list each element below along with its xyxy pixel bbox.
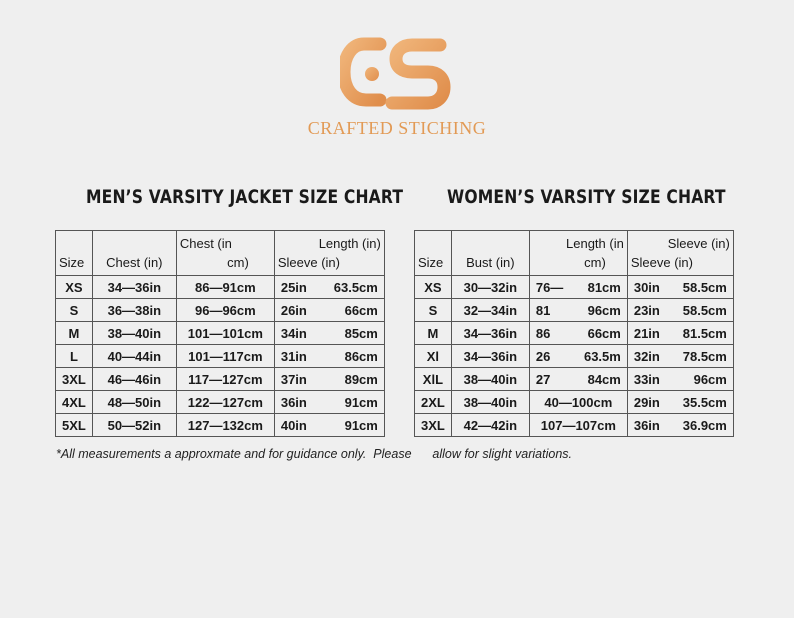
length-sleeve-cell: 40in 91cm [274,414,384,437]
sleeve-cell: 36in 36.9cm [627,414,733,437]
header-chest: Chest (in) [92,231,176,276]
length-sleeve-cell: 25in 63.5cm [274,276,384,299]
size-cell: XlL [415,368,452,391]
chest-cell: 48—50in [92,391,176,414]
chest-cell: 34—36in [92,276,176,299]
bust-cell: 38—40in [451,391,529,414]
table-row [56,322,385,345]
size-cell: 5XL [56,414,93,437]
table-row [56,368,385,391]
table-row [56,345,385,368]
length-cell: 27 84cm [529,368,627,391]
length-sleeve-cell: 31in 86cm [274,345,384,368]
table-row [415,368,734,391]
chest-cm-cell: 101—117cm [176,345,274,368]
size-cell: M [56,322,93,345]
header-length-sleeve: Length (in) Sleeve (in) [274,231,384,276]
chest-cm-cell: 101—101cm [176,322,274,345]
table-row [415,276,734,299]
men-chart-title: MEN’S VARSITY JACKET SIZE CHART [86,186,404,208]
table-row [56,391,385,414]
sleeve-cell: 32in 78.5cm [627,345,733,368]
chest-cm-cell: 117—127cm [176,368,274,391]
chest-cell: 40—44in [92,345,176,368]
length-sleeve-cell: 34in 85cm [274,322,384,345]
bust-cell: 38—40in [451,368,529,391]
header-chest-cm: Chest (in cm) [176,231,274,276]
size-cell: S [56,299,93,322]
table-row [415,345,734,368]
chest-cm-cell: 86—91cm [176,276,274,299]
size-cell: 3XL [415,414,452,437]
disclaimer-note: *All measurements a approxmate and for guidance only. Please allow for slight variations. [56,447,573,461]
size-cell: 3XL [56,368,93,391]
women-size-table [414,230,734,437]
length-cell: 81 96cm [529,299,627,322]
header-size: Size [415,231,452,276]
header-sleeve: Sleeve (in) Sleeve (in) [627,231,733,276]
chest-cell: 50—52in [92,414,176,437]
size-cell: Xl [415,345,452,368]
size-cell: 2XL [415,391,452,414]
chest-cm-cell: 122—127cm [176,391,274,414]
length-cell: 40—100cm [529,391,627,414]
table-row [415,299,734,322]
header-length: Length (in cm) [529,231,627,276]
header-bust: Bust (in) [451,231,529,276]
sleeve-cell: 33in 96cm [627,368,733,391]
brand-logo-icon [340,36,452,116]
size-cell: M [415,322,452,345]
bust-cell: 34—36in [451,345,529,368]
sleeve-cell: 29in 35.5cm [627,391,733,414]
sleeve-cell: 23in 58.5cm [627,299,733,322]
brand-name: CRAFTED STICHING [307,118,487,138]
length-cell: 26 63.5m [529,345,627,368]
length-cell: 86 66cm [529,322,627,345]
header-size: Size [56,231,93,276]
table-row [56,276,385,299]
size-cell: XS [415,276,452,299]
size-cell: 4XL [56,391,93,414]
chest-cell: 36—38in [92,299,176,322]
women-chart-title: WOMEN’S VARSITY SIZE CHART [447,186,726,208]
table-row [415,322,734,345]
bust-cell: 30—32in [451,276,529,299]
sleeve-cell: 30in 58.5cm [627,276,733,299]
sleeve-cell: 21in 81.5cm [627,322,733,345]
size-cell: L [56,345,93,368]
chest-cell: 38—40in [92,322,176,345]
bust-cell: 42—42in [451,414,529,437]
size-cell: XS [56,276,93,299]
length-cell: 107—107cm [529,414,627,437]
table-header-row [56,231,385,276]
length-cell: 76— 81cm [529,276,627,299]
table-row [56,414,385,437]
table-row [415,414,734,437]
chest-cm-cell: 96—96cm [176,299,274,322]
length-sleeve-cell: 26in 66cm [274,299,384,322]
bust-cell: 32—34in [451,299,529,322]
table-row [56,299,385,322]
size-cell: S [415,299,452,322]
chest-cell: 46—46in [92,368,176,391]
bust-cell: 34—36in [451,322,529,345]
chest-cm-cell: 127—132cm [176,414,274,437]
table-header-row [415,231,734,276]
men-size-table [55,230,385,437]
length-sleeve-cell: 37in 89cm [274,368,384,391]
table-row [415,391,734,414]
length-sleeve-cell: 36in 91cm [274,391,384,414]
